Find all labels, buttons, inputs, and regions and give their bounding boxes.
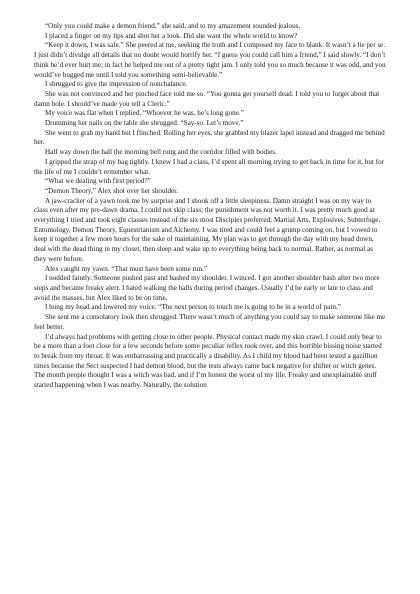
paragraph-14: Alex caught my yawn. “That must have been some run.” bbox=[45, 264, 208, 273]
paragraph-6: My voice was flat when I replied, “Whoever he was, he’s long gone.” bbox=[45, 109, 244, 118]
paragraph-2: I placed a finger on my lips and shot her a look. Did she want the whole world to know? bbox=[45, 31, 298, 40]
paragraph-13: A jaw-cracker of a yawn took me by surprise and I shook off a little sleepiness. Damn straight I was on my way to class even after my pre-dawn drama. I could not skip class; the punishment was not worth it. I was pretty much good at everything I tried and took eight classes instead of the six most Disciples preferred; Martial Arts, Explosives, Subterfuge, Entomology, Demon Theory, Equestrianism and Alchemy. I was tired and could feel a grump coming on, but I vowed to keep it together a few more hours for the sake of maintaining. My plan was to get through the day with my head down, deal with the dead thing in my closet, then sleep and wake up to everything being back to normal. Rather, as normal as they were before. bbox=[34, 196, 381, 263]
paragraph-11: “What we dealing with first period?” bbox=[45, 177, 151, 186]
paragraph-15: I nodded faintly. Someone pushed past and bashed my shoulder. I winced. I got another shoulder bash after two more steps and became freaky alert. I hated walking the halls during period changes. Usually I’d be early or late to class and avoid the masses, but Alex liked to be on time. bbox=[34, 274, 380, 302]
paragraph-8: She went to grab my hand but I flinched. Rolling her eyes, she grabbed my blazer lapel instead and dragged me behind her. bbox=[34, 128, 385, 147]
paragraph-3: “Keep it down, I was safe.” She peered at me, seeking the truth and I composed my face to blank. It wasn’t a lie per se. I just didn’t divulge all details that no doubt would horrify her. “I guess you could call him a friend,” I said slowly. “I don’t think he’d ever hurt me; in fact he helped me out of a pretty tight jam. I only told you so much because it was odd, and you would’ve bugged me until I told you something semi-believable.” bbox=[34, 41, 386, 79]
paragraph-4: I shrugged to give the impression of nonchalance. bbox=[45, 80, 188, 89]
paragraph-16: I hung my head and lowered my voice. “The next person to touch me is going to be in a world of pain.” bbox=[45, 303, 341, 312]
paragraph-5: She was not convinced and her pinched face told me so. “You gonna get yourself dead. I told you to forget about that damn hole. I should’ve made you tell a Cleric.” bbox=[34, 89, 380, 108]
paragraph-10: I gripped the strap of my bag tightly. I knew I had a class, I’d spent all morning trying to get back in time for it, but for the life of me I couldn’t remember what. bbox=[34, 157, 385, 176]
paragraph-1: “Only you could make a demon friend,” she said, and to my amazement sounded jealous. bbox=[45, 22, 301, 30]
paragraph-12: “Demon Theory,” Alex shot over her shoulder. bbox=[45, 186, 179, 195]
paragraph-9: Half way down the hall the morning bell rung and the corridor filled with bodies. bbox=[45, 148, 277, 157]
paragraph-18: I’d always had problems with getting close to other people. Physical contact made my skin crawl. I could only bear to be a more than a foot close for a few seconds before some peculiar reflex took over, and this horrible hissing noise started to break from my throat. It was embarrassing and practically a disability. As I child my blood had been tested a gazillion times because the Sect suspected I had demon blood, but the tests always came back negative for shifter or witch genes. The month people thought I was a witch was bad, and if I’m honest the worst of my life. Freaky and unexplainable stuff started happening when I was nearby. Naturally, the solution bbox=[34, 332, 382, 390]
paragraph-17: She sent me a consolatory look then shrugged. There wasn’t much of anything you could say to make someone like me feel better. bbox=[34, 313, 386, 331]
paragraph-7: Drumming her nails on the table she shrugged. “Say-so. Let’s move.” bbox=[45, 119, 244, 128]
